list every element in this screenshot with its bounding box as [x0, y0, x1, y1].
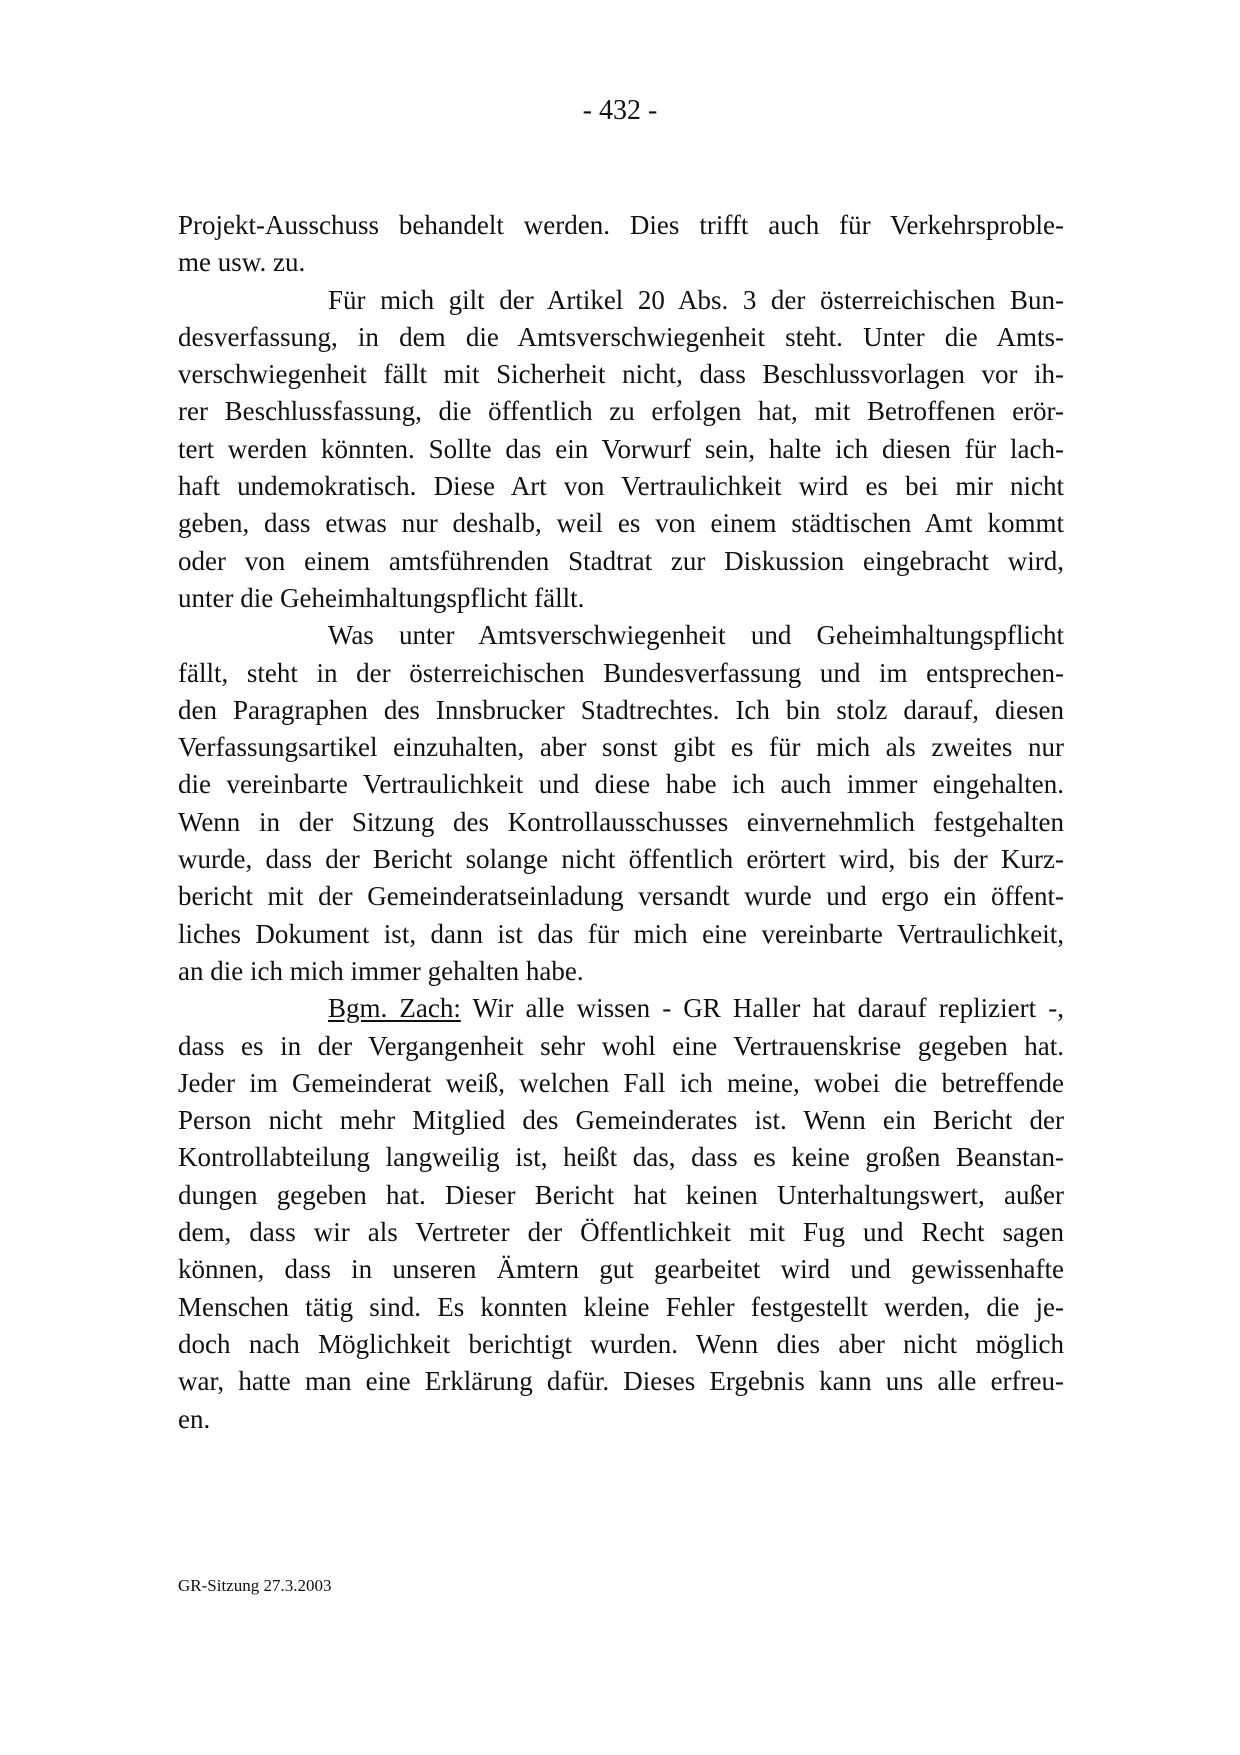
speaker-statement-start: Wir alle wissen - GR Haller hat darauf repliziert -,	[460, 993, 1064, 1024]
text-line: wurde, dass der Bericht solange nicht öffentlich erörtert wird, bis der Kurz-	[178, 844, 1064, 875]
paragraph-3	[178, 617, 1064, 990]
text-line: liches Dokument ist, dann ist das für mich eine vereinbarte Vertraulichkeit,	[178, 918, 1064, 949]
text-line: Projekt-Ausschuss behandelt werden. Dies trifft auch für Verkehrsproble-	[178, 210, 1064, 240]
text-line: Wenn in der Sitzung des Kontrollausschusses einvernehmlich festgehalten	[178, 806, 1064, 837]
text-line: verschwiegenheit fällt mit Sicherheit nicht, dass Beschlussvorlagen vor ih-	[178, 359, 1064, 390]
text-line: können, dass in unseren Ämtern gut gearbeitet wird und gewissenhafte	[178, 1254, 1064, 1285]
text-line: dungen gegeben hat. Dieser Bericht hat keinen Unterhaltungswert, außer	[178, 1179, 1064, 1210]
text-line: desverfassung, in dem die Amtsverschwiegenheit steht. Unter die Amts-	[178, 321, 1064, 352]
speaker-label: Bgm. Zach:	[328, 993, 461, 1024]
text-line: Für mich gilt der Artikel 20 Abs. 3 der österreichischen Bun-	[328, 284, 1064, 315]
text-line: dem, dass wir als Vertreter der Öffentlichkeit mit Fug und Recht sagen	[178, 1217, 1064, 1248]
text-line: Verfassungsartikel einzuhalten, aber sonst gibt es für mich als zweites nur	[178, 732, 1064, 763]
text-line: war, hatte man eine Erklärung dafür. Dieses Ergebnis kann uns alle erfreu-	[178, 1366, 1064, 1397]
text-line: oder von einem amtsführenden Stadtrat zur Diskussion eingebracht wird,	[178, 545, 1064, 576]
text-line: Person nicht mehr Mitglied des Gemeinderates ist. Wenn ein Bericht der	[178, 1105, 1064, 1136]
footer-session-date: GR-Sitzung 27.3.2003	[178, 1576, 332, 1595]
text-line: an die ich mich immer gehalten habe.	[178, 955, 584, 986]
text-line: fällt, steht in der österreichischen Bundesverfassung und im entsprechen-	[178, 657, 1064, 688]
text-line: en.	[178, 1403, 211, 1434]
text-line: rer Beschlussfassung, die öffentlich zu erfolgen hat, mit Betroffenen erör-	[178, 396, 1064, 427]
text-line: bericht mit der Gemeinderatseinladung versandt wurde und ergo ein öffent-	[178, 881, 1064, 912]
text-line: Was unter Amtsverschwiegenheit und Geheimhaltungspflicht	[328, 620, 1064, 651]
text-line: Kontrollabteilung langweilig ist, heißt das, dass es keine großen Beanstan-	[178, 1142, 1064, 1173]
text-line: Menschen tätig sind. Es konnten kleine Fehler festgestellt werden, die je-	[178, 1291, 1064, 1322]
document-body	[178, 207, 1064, 1438]
text-line: doch nach Möglichkeit berichtigt wurden. Wenn dies aber nicht möglich	[178, 1328, 1064, 1359]
paragraph-1	[178, 207, 1064, 282]
text-line: me usw. zu.	[178, 247, 306, 278]
paragraph-2	[178, 282, 1064, 618]
text-line: dass es in der Vergangenheit sehr wohl eine Vertrauenskrise gegeben hat.	[178, 1030, 1064, 1061]
text-line: die vereinbarte Vertraulichkeit und diese habe ich auch immer eingehalten.	[178, 769, 1064, 800]
text-line: haft undemokratisch. Diese Art von Vertraulichkeit wird es bei mir nicht	[178, 471, 1064, 502]
text-line: den Paragraphen des Innsbrucker Stadtrechtes. Ich bin stolz darauf, diesen	[178, 694, 1064, 725]
paragraph-4	[178, 990, 1064, 1438]
text-line: geben, dass etwas nur deshalb, weil es von einem städtischen Amt kommt	[178, 508, 1064, 539]
text-line	[178, 990, 1064, 1027]
text-line: tert werden könnten. Sollte das ein Vorwurf sein, halte ich diesen für lach-	[178, 433, 1064, 464]
page-number: - 432 -	[582, 95, 658, 126]
text-line: unter die Geheimhaltungspflicht fällt.	[178, 582, 585, 613]
text-line: Jeder im Gemeinderat weiß, welchen Fall ich meine, wobei die betreffende	[178, 1067, 1064, 1098]
